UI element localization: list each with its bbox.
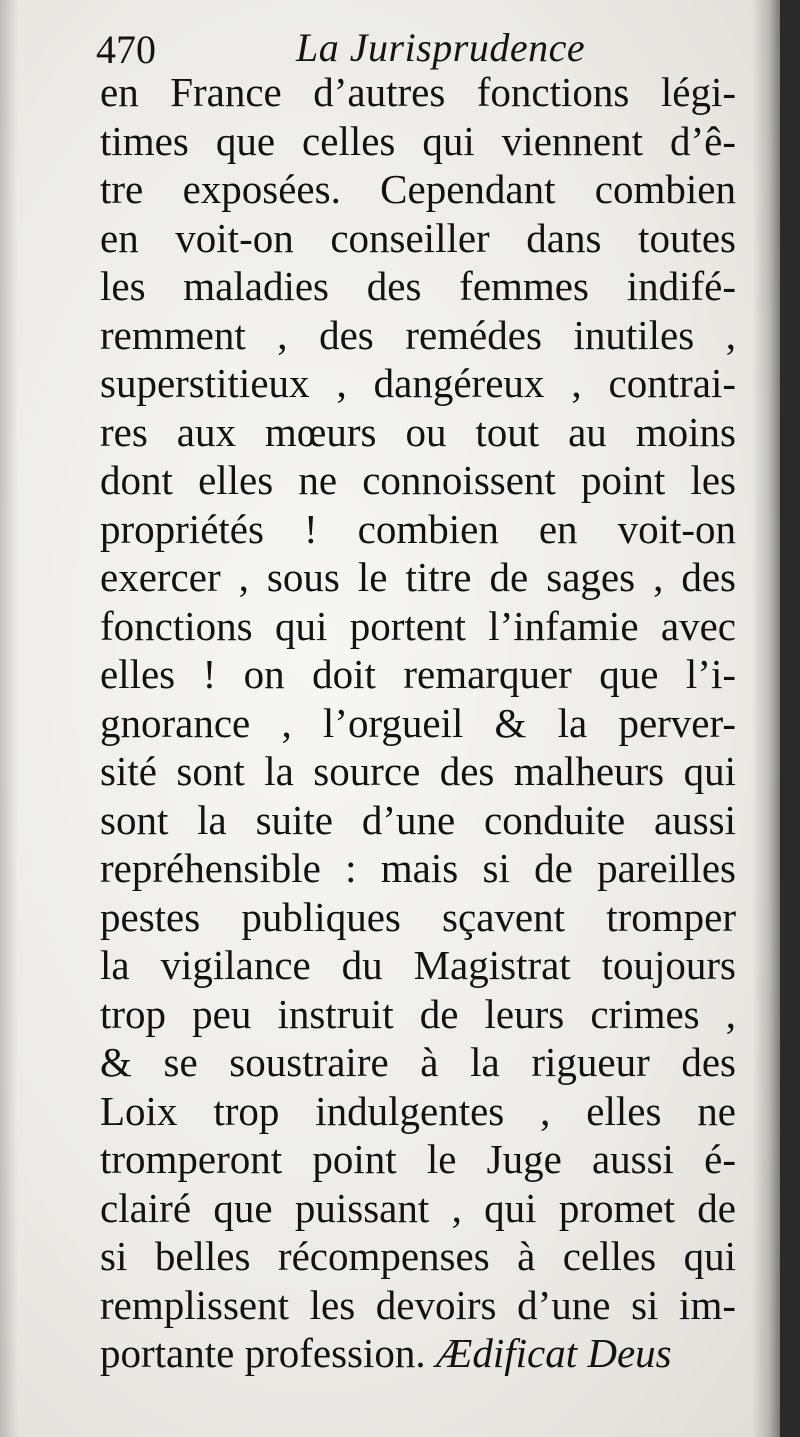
text-line: sité sont la source des malheurs qui — [100, 748, 736, 794]
text-line: en France d’autres fonctions légi- — [100, 69, 736, 115]
text-line: la vigilance du Magistrat toujours — [100, 942, 736, 988]
text-line: en voit-on conseiller dans toutes — [100, 214, 736, 261]
text-line-last — [100, 1329, 736, 1378]
text-line: remment , des remédes inutiles , — [100, 311, 736, 358]
text-line: fonctions qui portent l’infamie avec — [100, 602, 736, 649]
text-line: gnorance , l’orgueil & la perver- — [100, 699, 736, 746]
text-line: & se soustraire à la rigueur des — [100, 1039, 736, 1085]
text-line: propriétés ! combien en voit-on — [100, 505, 736, 552]
page-binding-shadow — [752, 0, 780, 1437]
text-line: si belles récompenses à celles qui — [100, 1233, 736, 1279]
text-line: sont la suite d’une conduite aussi — [100, 796, 736, 843]
text-line: clairé que puissant , qui promet de — [100, 1184, 736, 1231]
text-line: exercer , sous le titre de sages , des — [100, 554, 736, 600]
text-line: Loix trop indulgentes , elles ne — [100, 1087, 736, 1134]
page-number: 470 — [96, 27, 156, 72]
text-line: repréhensible : mais si de pareilles — [100, 845, 736, 891]
text-line: elles ! on doit remarquer que l’i- — [100, 651, 736, 697]
text-line: tromperont point le Juge aussi é- — [100, 1136, 736, 1182]
text-line: trop peu instruit de leurs crimes , — [100, 990, 736, 1037]
text-line: remplissent les devoirs d’une si im- — [100, 1281, 736, 1328]
text-line: res aux mœurs ou tout au moins — [100, 408, 736, 455]
page-left-edge-shadow — [0, 0, 18, 1437]
text-line: les maladies des femmes indifé- — [100, 263, 736, 309]
text-line: pestes publiques sçavent tromper — [100, 893, 736, 940]
last-line-italic: Ædificat Deus — [435, 1330, 672, 1376]
last-line-roman: portante profession. — [100, 1330, 426, 1376]
body-text — [100, 68, 736, 1378]
running-title: La Jurisprudence — [296, 25, 586, 70]
text-line: dont elles ne connoissent point les — [100, 457, 736, 503]
text-line: tre exposées. Cependant combien — [100, 166, 736, 212]
text-line: times que celles qui viennent d’ê- — [100, 117, 736, 164]
text-line: superstitieux , dangéreux , contrai- — [100, 360, 736, 406]
